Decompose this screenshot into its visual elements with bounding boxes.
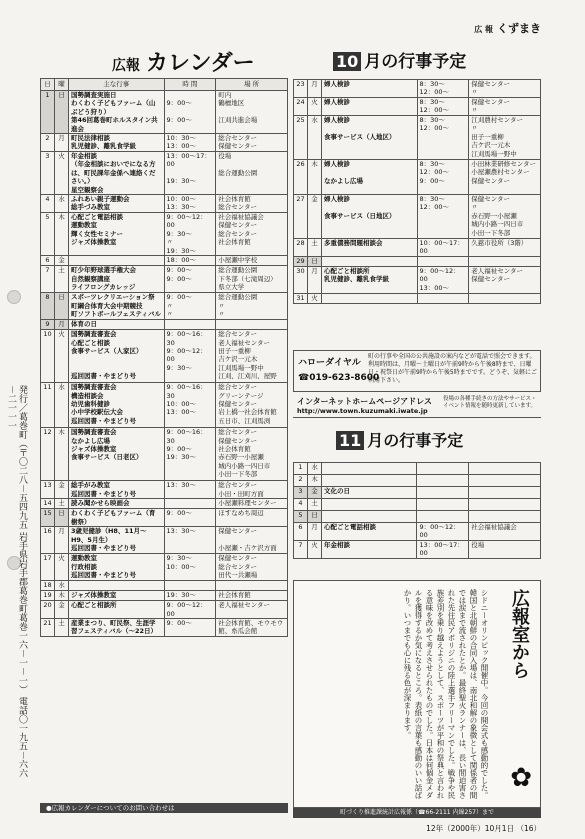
day-number: 21 bbox=[41, 618, 55, 636]
hello-dial-text: 町の行事や全国の公共施設の案内などが電話で照会できます。利用時間は、月曜～土曜日が午前9時から午後8時まで、日曜日・祝祭日が午前9時から午後5時までです。どうぞ、気軽にご利用下さい。 bbox=[368, 353, 538, 384]
day-number: 12 bbox=[41, 428, 55, 481]
time-text bbox=[417, 463, 469, 475]
place-text: 小屋瀬料理センター bbox=[216, 499, 288, 509]
place-text: 役場 総合運動公園 bbox=[216, 152, 288, 195]
day-number: 25 bbox=[294, 116, 308, 160]
day-number: 1 bbox=[41, 91, 55, 134]
left-table-row bbox=[41, 428, 288, 481]
time-text: 13：00～17：00 19：30～ bbox=[164, 152, 216, 195]
place-text: 江刈農村センター 〃 田子一重柳 吉ケ沢一元木 江刈馬場一野中 bbox=[469, 116, 541, 160]
event-text: 婦人検診 なかよし広場 bbox=[321, 160, 417, 195]
event-text bbox=[321, 256, 417, 266]
time-text bbox=[417, 256, 469, 266]
event-text: 国勢調査審査会 構造相談会 幼児歯科健診 小中学校駅伝大会 巡回図書・やまどり号 bbox=[68, 383, 164, 428]
place-text: 社会福祉協議会 保健センター 総合センター 社会体育館 bbox=[216, 213, 288, 256]
place-text bbox=[216, 581, 288, 591]
left-table-row bbox=[41, 152, 288, 195]
place-text bbox=[469, 293, 541, 303]
event-text: 町少年野球選手権大会 自然観察講座 ライフロングカレッジ bbox=[68, 266, 164, 293]
weekday: 日 bbox=[54, 91, 68, 134]
left-table-row bbox=[41, 601, 288, 619]
time-text: 8：30～ 12：00～ 9：00～ bbox=[417, 160, 469, 195]
homepage-label: インターネットホームページアドレス bbox=[297, 397, 432, 406]
day-number: 9 bbox=[41, 320, 55, 330]
place-text bbox=[469, 511, 541, 523]
day-number: 15 bbox=[41, 509, 55, 527]
day-number: 2 bbox=[41, 134, 55, 152]
day-number: 10 bbox=[41, 330, 55, 383]
right-table-row bbox=[294, 98, 541, 116]
nov-table-row bbox=[294, 487, 541, 499]
weekday: 火 bbox=[54, 554, 68, 581]
event-text: 心配ごと相談所 bbox=[68, 601, 164, 619]
right-table-row bbox=[294, 256, 541, 266]
time-text: 9：00～ 〃 〃 bbox=[164, 293, 216, 320]
november-title: 11 月の行事予定 bbox=[336, 428, 463, 451]
event-text: 体育の日 bbox=[68, 320, 164, 330]
homepage-text: 役場の各種手続きの方法やサービス・イベント情報を随時更新しています。 bbox=[443, 396, 537, 409]
day-number: 5 bbox=[294, 511, 308, 523]
weekday: 土 bbox=[307, 239, 321, 257]
col-event: 主な行事 bbox=[68, 79, 164, 91]
time-text: 8：30～ 12：00～ bbox=[417, 195, 469, 239]
editor-column bbox=[293, 580, 541, 808]
event-text: 国勢調査審査会 なかよし広場 ジャズ体操教室 食事サービス（日老区） bbox=[68, 428, 164, 481]
event-text: 文化の日 bbox=[321, 487, 417, 499]
left-table-row bbox=[41, 554, 288, 581]
event-text: 産業まつり、町民祭、生涯学習フェスティバル（～22日） bbox=[68, 618, 164, 636]
event-text: 3歳児健診（H8、11月～H9、5月生） 巡回図書・やまどり号 bbox=[68, 527, 164, 554]
flower-illustration-icon: ✿ bbox=[510, 763, 532, 793]
time-text bbox=[417, 499, 469, 511]
editor-contact: 町づくり推進課統計広報係（☎66-2111 内線257）まで bbox=[293, 808, 541, 818]
weekday: 木 bbox=[54, 428, 68, 481]
right-table-row bbox=[294, 80, 541, 98]
time-text: 9：00～12：00 bbox=[417, 523, 469, 541]
place-text: 総合センター グリーンテージ 保健センター 岩上橋一社会体育館 五日市、江刈馬渕 bbox=[216, 383, 288, 428]
weekday: 金 bbox=[54, 256, 68, 266]
place-text bbox=[469, 256, 541, 266]
weekday: 火 bbox=[307, 540, 321, 558]
left-table-row bbox=[41, 509, 288, 527]
weekday: 日 bbox=[307, 511, 321, 523]
day-number: 2 bbox=[294, 475, 308, 487]
place-text: 保健センター 〃 bbox=[469, 80, 541, 98]
weekday: 火 bbox=[307, 293, 321, 303]
place-text: 総合センター 保健センター 社会体育館 赤石野一小屋瀬 城内小路一四日市 小田一下冬部 bbox=[216, 428, 288, 481]
day-number: 30 bbox=[294, 266, 308, 293]
time-text: 9：00～16：30 9：00～12：00 9：30～ bbox=[164, 330, 216, 383]
left-table-row bbox=[41, 618, 288, 636]
col-time: 時 間 bbox=[164, 79, 216, 91]
day-number: 29 bbox=[294, 256, 308, 266]
weekday: 土 bbox=[54, 618, 68, 636]
event-text: 心配ごと相談所 乳児健診、離乳食学級 bbox=[321, 266, 417, 293]
left-table-row bbox=[41, 481, 288, 499]
weekday: 月 bbox=[307, 266, 321, 293]
calendar-title: 広報 カレンダー bbox=[112, 51, 255, 76]
weekday: 日 bbox=[54, 509, 68, 527]
day-number: 7 bbox=[294, 540, 308, 558]
day-number: 18 bbox=[41, 581, 55, 591]
event-text: ふれあい親子運動会 総手づみ教室 bbox=[68, 195, 164, 213]
weekday: 火 bbox=[307, 98, 321, 116]
masthead: 広 報 くずまき bbox=[474, 22, 541, 35]
place-text: 保健センター 〃 bbox=[469, 98, 541, 116]
publisher-info: 発行／葛巻町（〒〇二八－五四九五 岩手県岩手郡葛巻町葛巻一六－一－一） 電話〇一九五－六六－二一一一 bbox=[6, 385, 27, 778]
homepage-url[interactable]: http://www.town.kuzumaki.iwate.jp bbox=[297, 407, 428, 415]
nov-table-row bbox=[294, 540, 541, 558]
editor-column-text: シドニーオリンピック開催中。今回の開会式も感動的でした。韓国と北朝鮮の合同入場は、南北和解の象徴として関係者の間では涙まで流されたとか。最終聖火ランナーは、長い間迫害された先住民アボリジニの陸上選手フリーマンでした。戦争や民族差別を乗り越えようとして、スポーツが平和の祭典と言われる意味を改めて考えさせられたものでした。日本は何個金メダルを獲得するか気になるところ。表紙の言葉も感動のいい話ばかり。いつまでも心に残る色が深まります。 bbox=[403, 589, 489, 799]
right-table-row bbox=[294, 266, 541, 293]
event-text: 婦人検診 食事サービス（日地区） bbox=[321, 195, 417, 239]
event-text: 国勢調査実施日 わくわく子どもファーム（山ぶどう狩り） 第46回葛巻町ホルスタイン共進会 bbox=[68, 91, 164, 134]
day-number: 3 bbox=[294, 487, 308, 499]
event-text: 町民法律相談 乳児健診、離乳食学級 bbox=[68, 134, 164, 152]
time-text bbox=[164, 581, 216, 591]
nov-table-row bbox=[294, 463, 541, 475]
page-footer: 12年（2000年）10月1日 （16） bbox=[426, 824, 541, 833]
event-text: 年金相談 （年金相談においでになる方は、町民課年金係へ連絡ください。） 星空観察会 bbox=[68, 152, 164, 195]
hello-dial-label: ハローダイヤル bbox=[298, 358, 361, 368]
place-text bbox=[469, 475, 541, 487]
october-title: 10 月の行事予定 bbox=[333, 47, 466, 72]
time-text bbox=[417, 293, 469, 303]
time-text: 13：00～17：00 bbox=[417, 540, 469, 558]
weekday: 日 bbox=[54, 293, 68, 320]
left-table-row bbox=[41, 581, 288, 591]
weekday: 土 bbox=[54, 499, 68, 509]
place-text: 社会体育館、モウモウ館、糸瓜会館 bbox=[216, 618, 288, 636]
time-text: 8：30～ 12：00～ bbox=[417, 98, 469, 116]
time-text: 19：30～ bbox=[164, 591, 216, 601]
event-text bbox=[68, 256, 164, 266]
weekday: 水 bbox=[54, 383, 68, 428]
time-text: 10：00～17：00 bbox=[417, 239, 469, 257]
day-number: 3 bbox=[41, 152, 55, 195]
place-text bbox=[469, 463, 541, 475]
event-text: 心配ごと電話相談 bbox=[321, 523, 417, 541]
right-table-row bbox=[294, 160, 541, 195]
col-weekday: 曜 bbox=[54, 79, 68, 91]
day-number: 11 bbox=[41, 383, 55, 428]
weekday: 水 bbox=[54, 581, 68, 591]
hello-dial-phone: ☎019-623-8600 bbox=[298, 373, 380, 383]
weekday: 金 bbox=[307, 487, 321, 499]
time-text bbox=[164, 499, 216, 509]
event-text bbox=[321, 463, 417, 475]
place-text: 老人福祉センター bbox=[216, 601, 288, 619]
weekday: 木 bbox=[54, 591, 68, 601]
left-table-row bbox=[41, 527, 288, 554]
place-text: 社会体育館 総合センター bbox=[216, 195, 288, 213]
event-text: わくわく子どもファーム（育樹祭） bbox=[68, 509, 164, 527]
day-number: 4 bbox=[41, 195, 55, 213]
weekday: 木 bbox=[307, 475, 321, 487]
weekday: 火 bbox=[54, 152, 68, 195]
day-number: 26 bbox=[294, 160, 308, 195]
november-schedule bbox=[293, 462, 541, 559]
left-table-row bbox=[41, 266, 288, 293]
homepage-box bbox=[293, 394, 541, 418]
time-text bbox=[417, 511, 469, 523]
october-schedule-left bbox=[40, 78, 288, 637]
hello-dial-box bbox=[293, 350, 541, 392]
left-table-row bbox=[41, 134, 288, 152]
col-day: 日 bbox=[41, 79, 55, 91]
day-number: 19 bbox=[41, 591, 55, 601]
event-text bbox=[68, 581, 164, 591]
right-table-row bbox=[294, 239, 541, 257]
time-text: 9：00～12：00 9：30～ 〃 19：30～ bbox=[164, 213, 216, 256]
event-text bbox=[321, 475, 417, 487]
weekday: 月 bbox=[307, 523, 321, 541]
place-text bbox=[216, 320, 288, 330]
day-number: 23 bbox=[294, 80, 308, 98]
weekday: 木 bbox=[54, 213, 68, 256]
time-text: 9：00～ bbox=[164, 509, 216, 527]
nov-table-row bbox=[294, 511, 541, 523]
day-number: 31 bbox=[294, 293, 308, 303]
day-number: 16 bbox=[41, 527, 55, 554]
nov-table-row bbox=[294, 523, 541, 541]
time-text: 9：00～ 9：00～ bbox=[164, 266, 216, 293]
place-text: 久慈市役所（3階） bbox=[469, 239, 541, 257]
time-text bbox=[417, 487, 469, 499]
time-text: 9：00～12：00 13：00～ bbox=[417, 266, 469, 293]
place-text: 社会体育館 bbox=[216, 591, 288, 601]
day-number: 14 bbox=[41, 499, 55, 509]
event-text: 総手がみ教室 巡回図書・やまどり号 bbox=[68, 481, 164, 499]
event-text bbox=[321, 511, 417, 523]
place-text: 小屋瀬中学校 bbox=[216, 256, 288, 266]
nov-table-row bbox=[294, 499, 541, 511]
time-text: 9：00～16：30 9：00～ 19：30～ bbox=[164, 428, 216, 481]
day-number: 24 bbox=[294, 98, 308, 116]
left-table-row bbox=[41, 293, 288, 320]
place-text: 老人福祉センター 保健センター bbox=[469, 266, 541, 293]
day-number: 13 bbox=[41, 481, 55, 499]
weekday: 水 bbox=[307, 463, 321, 475]
time-text: 9：00～16：30 10：00～ 13：00～ bbox=[164, 383, 216, 428]
event-text: 多重債務問題相談会 bbox=[321, 239, 417, 257]
day-number: 5 bbox=[41, 213, 55, 256]
place-text: 小田林業研修センター 小屋瀬農村センター 保健センター bbox=[469, 160, 541, 195]
right-table-row bbox=[294, 293, 541, 303]
place-text: 総合運動公園 下冬部（七滝周辺） 県立大学 bbox=[216, 266, 288, 293]
day-number: 4 bbox=[294, 499, 308, 511]
editor-column-heading: 広報室から bbox=[509, 589, 530, 679]
time-text: 10：30～ 13：00～ bbox=[164, 134, 216, 152]
day-number: 28 bbox=[294, 239, 308, 257]
weekday: 月 bbox=[54, 134, 68, 152]
time-text: 13：30～ bbox=[164, 527, 216, 554]
event-text: 婦人検診 食事サービス（人地区） bbox=[321, 116, 417, 160]
event-text: 婦人検診 bbox=[321, 98, 417, 116]
left-table-row bbox=[41, 91, 288, 134]
time-text: 10：00～ 13：30～ bbox=[164, 195, 216, 213]
place-text: 社会福祉協議会 bbox=[469, 523, 541, 541]
left-table-row bbox=[41, 320, 288, 330]
weekday: 日 bbox=[307, 256, 321, 266]
day-number: 6 bbox=[294, 523, 308, 541]
day-number: 8 bbox=[41, 293, 55, 320]
calendar-contact: ●広報カレンダーについてのお問い合わせは bbox=[40, 803, 288, 813]
event-text: 婦人検診 bbox=[321, 80, 417, 98]
right-table-row bbox=[294, 195, 541, 239]
time-text: 13：30～ bbox=[164, 481, 216, 499]
event-text: 国勢調査審査会 心配ごと相談 食事サービス（人家区） 巡回図書・やまどり号 bbox=[68, 330, 164, 383]
place-text: ほすなめち周辺 bbox=[216, 509, 288, 527]
left-table-row bbox=[41, 591, 288, 601]
time-text: 9：00～ bbox=[164, 618, 216, 636]
weekday: 金 bbox=[54, 601, 68, 619]
time-text: 8：30～ 12：00～ bbox=[417, 80, 469, 98]
left-table-row bbox=[41, 213, 288, 256]
weekday: 水 bbox=[54, 195, 68, 213]
weekday: 金 bbox=[307, 195, 321, 239]
event-text bbox=[321, 293, 417, 303]
place-text: 町内 鶴檀地区 江刈共進会場 bbox=[216, 91, 288, 134]
event-text: ジャズ体操教室 bbox=[68, 591, 164, 601]
time-text bbox=[417, 475, 469, 487]
weekday: 月 bbox=[307, 80, 321, 98]
place-text: 総合センター 保健センター bbox=[216, 134, 288, 152]
weekday: 土 bbox=[54, 266, 68, 293]
weekday: 火 bbox=[54, 330, 68, 383]
day-number: 27 bbox=[294, 195, 308, 239]
place-text: 役場 bbox=[469, 540, 541, 558]
time-text: 9：00～12：00 bbox=[164, 601, 216, 619]
event-text: 年金相談 bbox=[321, 540, 417, 558]
place-text: 総合センター 老人福祉センター 田子一重柳 吉ケ沢一元木 江刈馬場一野中 江刈、江刈川、屋野 bbox=[216, 330, 288, 383]
time-text: 8：30～ 12：00～ bbox=[417, 116, 469, 160]
place-text: 総合センター 小田・田町方面 bbox=[216, 481, 288, 499]
time-text: 18：00～ bbox=[164, 256, 216, 266]
left-table-row bbox=[41, 383, 288, 428]
right-table-row bbox=[294, 116, 541, 160]
time-text bbox=[164, 320, 216, 330]
day-number: 6 bbox=[41, 256, 55, 266]
event-text: 心配ごと電話相談 運動教室 輝く女性セミナー ジャズ体操教室 bbox=[68, 213, 164, 256]
day-number: 17 bbox=[41, 554, 55, 581]
weekday: 土 bbox=[307, 499, 321, 511]
weekday: 月 bbox=[54, 527, 68, 554]
day-number: 1 bbox=[294, 463, 308, 475]
binding-hole bbox=[7, 290, 21, 304]
event-text bbox=[321, 499, 417, 511]
left-table-row bbox=[41, 256, 288, 266]
weekday: 月 bbox=[54, 320, 68, 330]
place-text: 保健センター 総合センター 田代一共瀬場 bbox=[216, 554, 288, 581]
place-text: 総合運動公園 〃 〃 bbox=[216, 293, 288, 320]
nov-table-row bbox=[294, 475, 541, 487]
left-table-row bbox=[41, 330, 288, 383]
weekday: 金 bbox=[54, 481, 68, 499]
time-text: 9：00～ 9：00～ bbox=[164, 91, 216, 134]
day-number: 20 bbox=[41, 601, 55, 619]
place-text bbox=[469, 499, 541, 511]
weekday: 水 bbox=[307, 116, 321, 160]
event-text: 運動教室 行政相談 巡回図書・やまどり号 bbox=[68, 554, 164, 581]
time-text: 9：30～ 10：00～ bbox=[164, 554, 216, 581]
place-text bbox=[469, 487, 541, 499]
place-text: 保健センター 〃 赤石野一小屋瀬 城内小路一四日市 小田一下冬部 bbox=[469, 195, 541, 239]
event-text: スポーツレクリエーション祭 町綱合体育大会中期競技 町ソフトボールフェスティバル bbox=[68, 293, 164, 320]
october-schedule-right bbox=[293, 79, 541, 304]
day-number: 7 bbox=[41, 266, 55, 293]
place-text: 保健センター 小屋瀬・吉ケ沢方面 bbox=[216, 527, 288, 554]
left-table-row bbox=[41, 195, 288, 213]
col-place: 場 所 bbox=[216, 79, 288, 91]
weekday: 木 bbox=[307, 160, 321, 195]
event-text: 読み聞かせら映画会 bbox=[68, 499, 164, 509]
left-table-row bbox=[41, 499, 288, 509]
